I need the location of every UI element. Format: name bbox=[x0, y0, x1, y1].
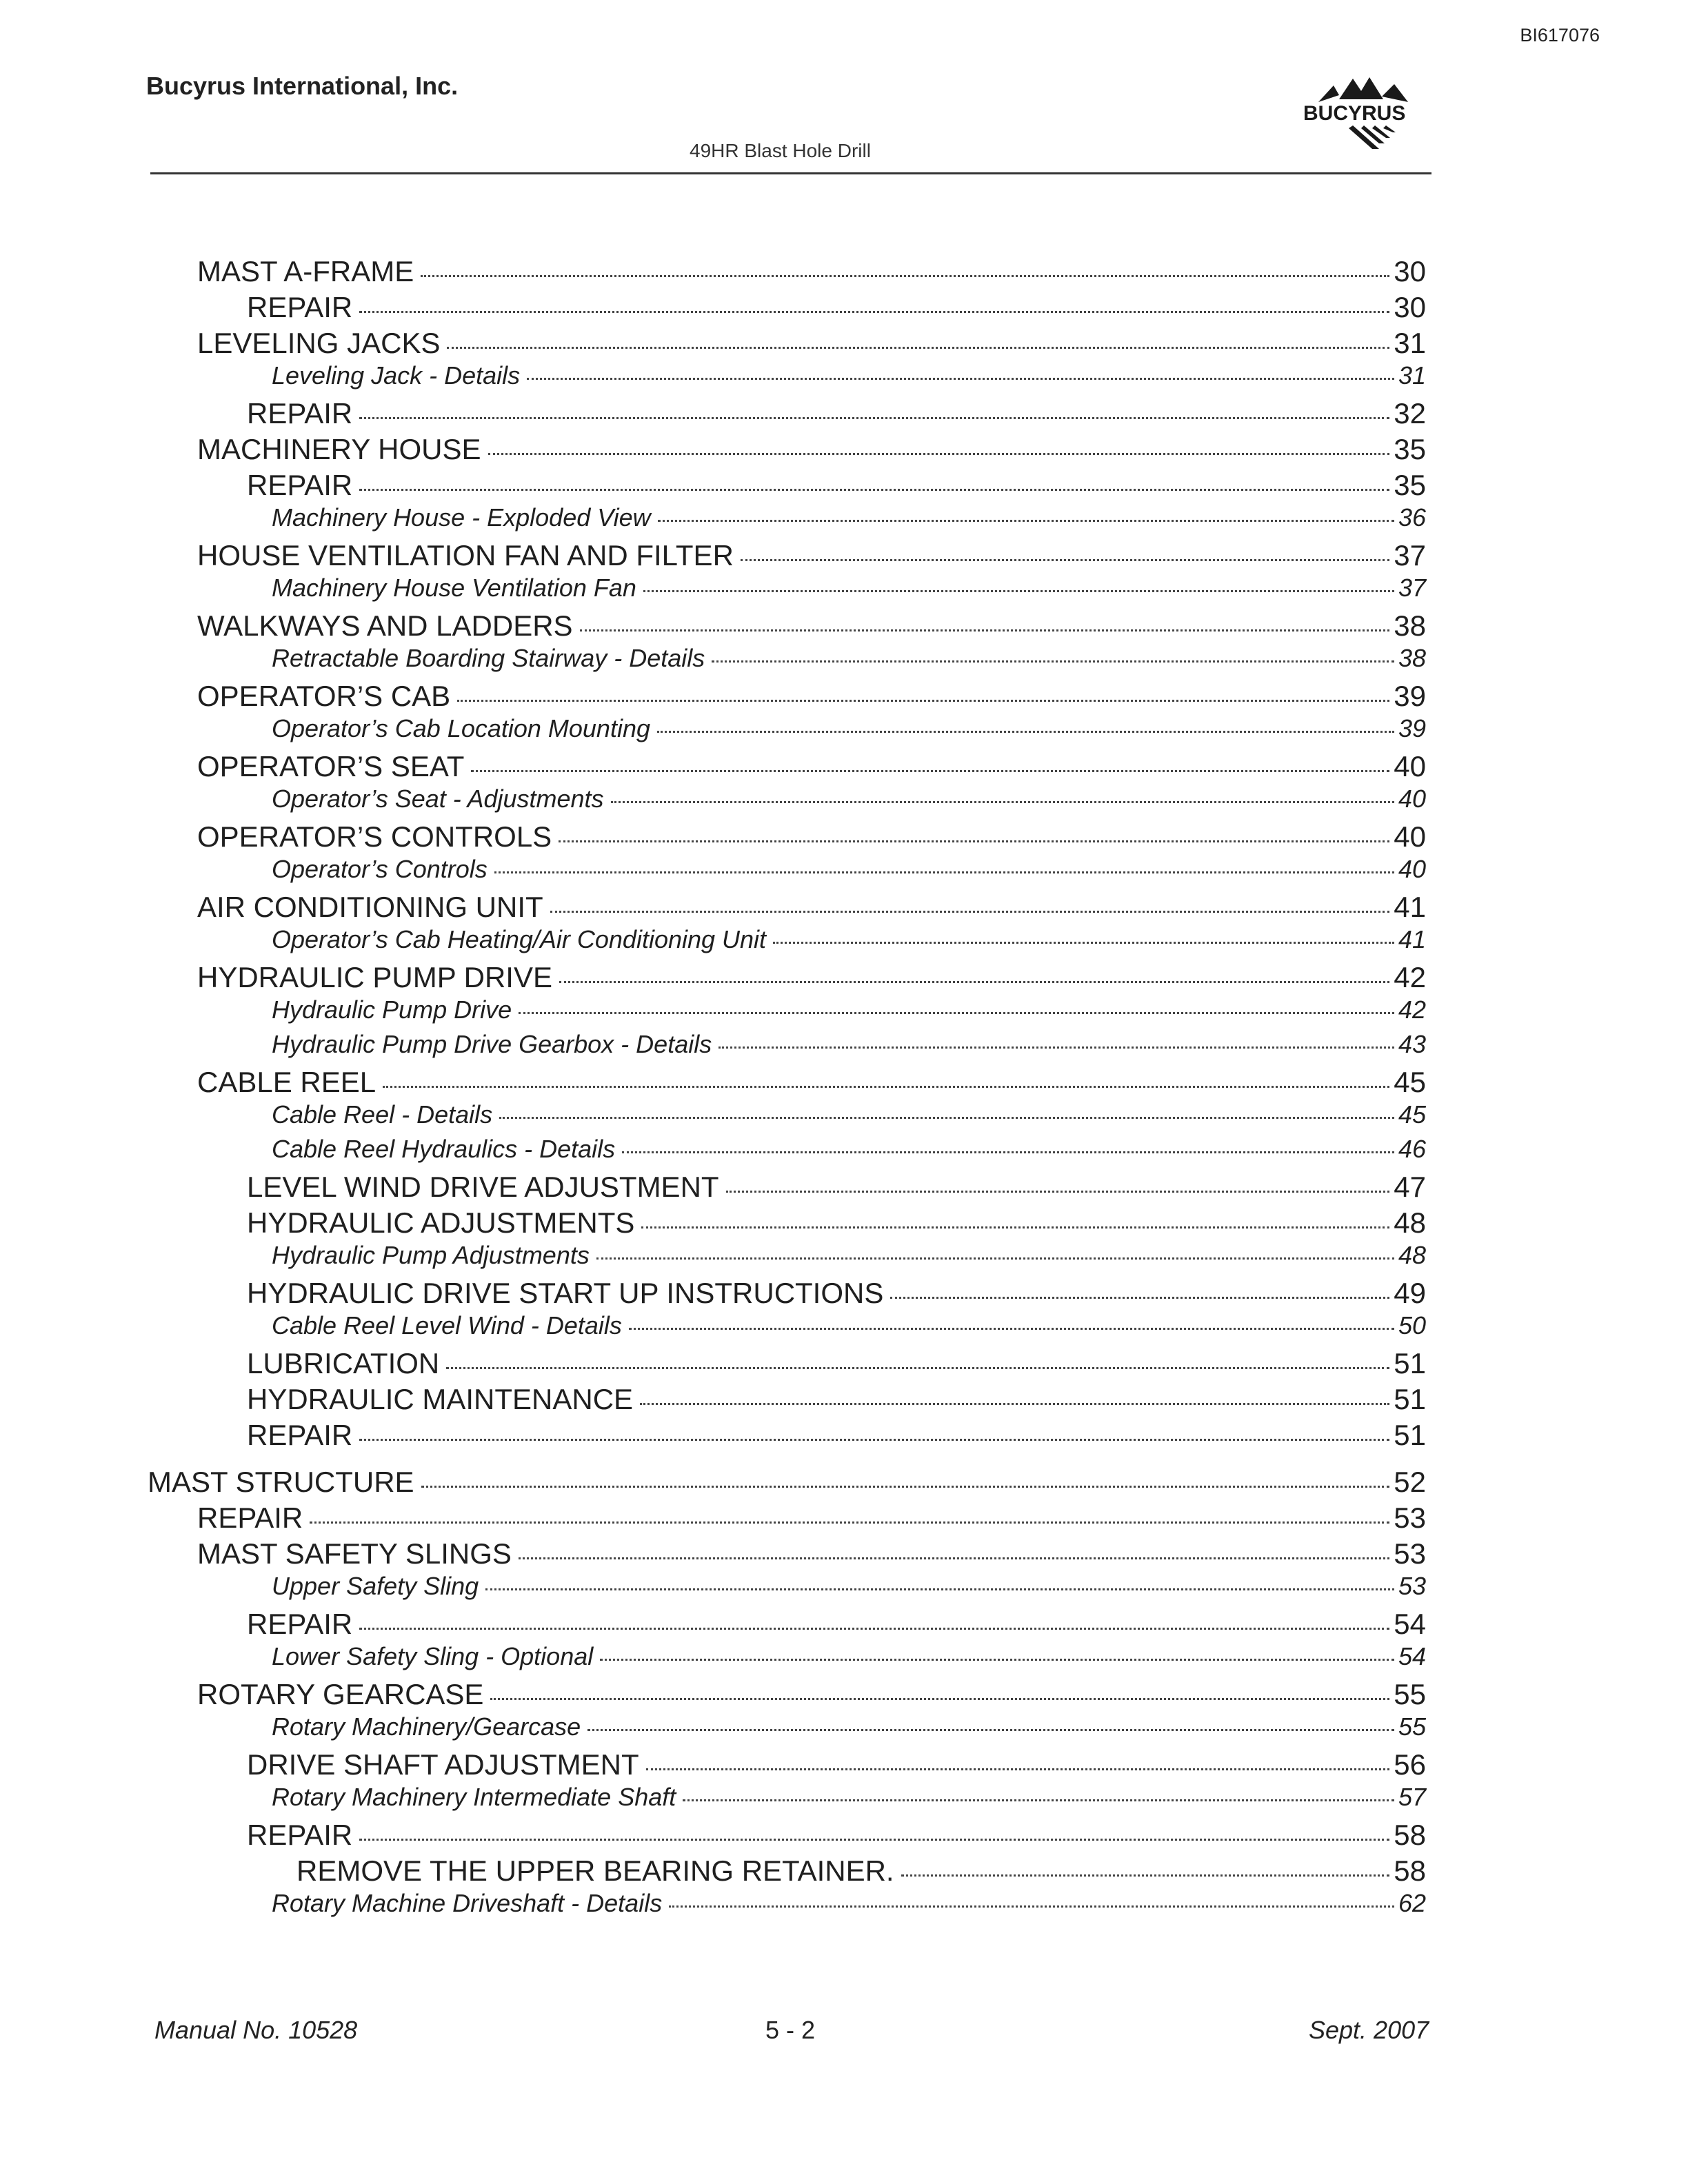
toc-section-entry[interactable] bbox=[247, 1347, 1426, 1380]
toc-entry-title: LEVEL WIND DRIVE ADJUSTMENT bbox=[247, 1171, 719, 1203]
toc-entry-page: 58 bbox=[1394, 1819, 1426, 1851]
toc-section-entry[interactable] bbox=[297, 1854, 1426, 1888]
toc-entry-title: Leveling Jack - Details bbox=[272, 361, 521, 390]
toc-entry-title: REPAIR bbox=[247, 291, 353, 323]
manual-number: Manual No. 10528 bbox=[154, 2016, 358, 2044]
toc-entry-title: OPERATOR’S CAB bbox=[197, 680, 451, 712]
toc-section-entry[interactable] bbox=[197, 255, 1426, 288]
toc-figure-entry[interactable] bbox=[272, 1311, 1426, 1340]
toc-entry-page: 51 bbox=[1394, 1347, 1426, 1379]
toc-section-entry[interactable] bbox=[247, 1383, 1426, 1416]
dot-leader bbox=[646, 1768, 1390, 1770]
toc-figure-entry[interactable] bbox=[272, 1712, 1426, 1741]
toc-entry-title: REPAIR bbox=[247, 469, 353, 501]
toc-section-entry[interactable] bbox=[197, 891, 1426, 924]
toc-entry-page: 53 bbox=[1398, 1572, 1426, 1600]
toc-entry-title: Operator’s Cab Heating/Air Conditioning Unit bbox=[272, 925, 767, 953]
toc-figure-entry[interactable] bbox=[272, 644, 1426, 673]
dot-leader bbox=[457, 700, 1389, 702]
dot-leader bbox=[550, 911, 1390, 913]
toc-entry-page: 49 bbox=[1394, 1277, 1426, 1309]
dot-leader bbox=[359, 417, 1389, 419]
dot-leader bbox=[421, 1486, 1390, 1488]
toc-entry-title: HOUSE VENTILATION FAN AND FILTER bbox=[197, 539, 734, 572]
toc-section-entry[interactable] bbox=[148, 1466, 1426, 1499]
toc-entry-title: CABLE REEL bbox=[197, 1066, 376, 1098]
toc-entry-page: 50 bbox=[1398, 1311, 1426, 1339]
dot-leader bbox=[641, 1226, 1389, 1228]
dot-leader bbox=[611, 801, 1394, 803]
dot-leader bbox=[359, 489, 1389, 491]
toc-entry-title: MACHINERY HOUSE bbox=[197, 433, 481, 465]
toc-section-entry[interactable] bbox=[247, 1277, 1426, 1310]
toc-entry-page: 45 bbox=[1394, 1066, 1426, 1098]
dot-leader bbox=[499, 1117, 1394, 1119]
toc-figure-entry[interactable] bbox=[272, 995, 1426, 1024]
toc-entry-title: OPERATOR’S SEAT bbox=[197, 750, 465, 782]
toc-entry-page: 31 bbox=[1398, 361, 1426, 390]
toc-entry-page: 58 bbox=[1394, 1854, 1426, 1887]
dot-leader bbox=[421, 275, 1389, 277]
dot-leader bbox=[622, 1151, 1394, 1153]
toc-entry-title: HYDRAULIC PUMP DRIVE bbox=[197, 961, 552, 993]
dot-leader bbox=[519, 1557, 1389, 1559]
toc-entry-page: 46 bbox=[1398, 1135, 1426, 1163]
toc-entry-title: REPAIR bbox=[247, 397, 353, 429]
toc-section-entry[interactable] bbox=[197, 680, 1426, 713]
toc-entry-page: 37 bbox=[1398, 574, 1426, 602]
toc-entry-title: Machinery House Ventilation Fan bbox=[272, 574, 636, 602]
toc-entry-page: 54 bbox=[1394, 1608, 1426, 1640]
toc-entry-page: 53 bbox=[1394, 1502, 1426, 1534]
toc-entry-page: 51 bbox=[1394, 1419, 1426, 1451]
toc-entry-title: REPAIR bbox=[247, 1419, 353, 1451]
toc-entry-page: 39 bbox=[1394, 680, 1426, 712]
toc-section-entry[interactable] bbox=[197, 750, 1426, 783]
toc-entry-page: 42 bbox=[1398, 995, 1426, 1024]
toc-entry-title: LEVELING JACKS bbox=[197, 327, 441, 359]
dot-leader bbox=[383, 1086, 1389, 1088]
table-of-contents bbox=[0, 255, 1688, 1923]
toc-section-entry[interactable] bbox=[197, 1678, 1426, 1711]
toc-entry-page: 55 bbox=[1394, 1678, 1426, 1710]
dot-leader bbox=[359, 1628, 1389, 1630]
publication-date: Sept. 2007 bbox=[1309, 2016, 1429, 2044]
toc-entry-title: DRIVE SHAFT ADJUSTMENT bbox=[247, 1748, 639, 1781]
dot-leader bbox=[310, 1521, 1389, 1524]
toc-figure-entry[interactable] bbox=[272, 1241, 1426, 1270]
toc-section-entry[interactable] bbox=[247, 1419, 1426, 1452]
toc-entry-title: MAST SAFETY SLINGS bbox=[197, 1537, 512, 1570]
toc-entry-page: 41 bbox=[1398, 925, 1426, 953]
toc-section-entry[interactable] bbox=[197, 1066, 1426, 1099]
dot-leader bbox=[527, 378, 1394, 380]
toc-section-entry[interactable] bbox=[197, 327, 1426, 360]
toc-section-entry[interactable] bbox=[247, 1748, 1426, 1781]
document-id: BI617076 bbox=[1520, 25, 1600, 46]
toc-section-entry[interactable] bbox=[247, 1206, 1426, 1240]
toc-section-entry[interactable] bbox=[247, 469, 1426, 502]
dot-leader bbox=[643, 590, 1394, 592]
toc-entry-title: Operator’s Controls bbox=[272, 855, 488, 883]
toc-figure-entry[interactable] bbox=[272, 503, 1426, 532]
toc-entry-page: 52 bbox=[1394, 1466, 1426, 1498]
toc-entry-title: MAST STRUCTURE bbox=[148, 1466, 414, 1498]
toc-section-entry[interactable] bbox=[247, 1171, 1426, 1204]
toc-entry-page: 51 bbox=[1394, 1383, 1426, 1415]
toc-figure-entry[interactable] bbox=[272, 1100, 1426, 1129]
toc-entry-title: Machinery House - Exploded View bbox=[272, 503, 651, 532]
page-number: 5 - 2 bbox=[765, 2016, 816, 2044]
dot-leader bbox=[773, 942, 1394, 944]
toc-entry-page: 36 bbox=[1398, 503, 1426, 532]
model-title: 49HR Blast Hole Drill bbox=[690, 140, 871, 161]
toc-entry-page: 35 bbox=[1394, 433, 1426, 465]
toc-figure-entry[interactable] bbox=[272, 574, 1426, 603]
company-name: Bucyrus International, Inc. bbox=[146, 72, 459, 100]
toc-entry-title: HYDRAULIC DRIVE START UP INSTRUCTIONS bbox=[247, 1277, 884, 1309]
toc-entry-title: REPAIR bbox=[247, 1819, 353, 1851]
dot-leader bbox=[629, 1328, 1394, 1330]
toc-figure-entry[interactable] bbox=[272, 1572, 1426, 1601]
toc-entry-title: Hydraulic Pump Drive bbox=[272, 995, 512, 1024]
toc-section-entry[interactable] bbox=[197, 433, 1426, 466]
dot-leader bbox=[658, 520, 1394, 522]
toc-entry-title: Rotary Machine Driveshaft - Details bbox=[272, 1889, 663, 1917]
toc-section-entry[interactable] bbox=[247, 291, 1426, 324]
toc-entry-page: 42 bbox=[1394, 961, 1426, 993]
dot-leader bbox=[890, 1297, 1389, 1299]
toc-entry-title: Upper Safety Sling bbox=[272, 1572, 479, 1600]
toc-entry-title: Cable Reel Level Wind - Details bbox=[272, 1311, 622, 1339]
toc-entry-title: REPAIR bbox=[247, 1608, 353, 1640]
toc-entry-page: 40 bbox=[1394, 750, 1426, 782]
toc-entry-title: HYDRAULIC MAINTENANCE bbox=[247, 1383, 634, 1415]
toc-entry-title: Lower Safety Sling - Optional bbox=[272, 1642, 594, 1670]
toc-entry-page: 56 bbox=[1394, 1748, 1426, 1781]
header-divider bbox=[150, 172, 1431, 174]
toc-entry-title: ROTARY GEARCASE bbox=[197, 1678, 484, 1710]
toc-section-entry[interactable] bbox=[197, 1502, 1426, 1535]
dot-leader bbox=[359, 1439, 1389, 1441]
toc-entry-title: Cable Reel Hydraulics - Details bbox=[272, 1135, 616, 1163]
bucyrus-logo-icon bbox=[1298, 72, 1429, 154]
toc-figure-entry[interactable] bbox=[272, 361, 1426, 390]
toc-entry-page: 48 bbox=[1398, 1241, 1426, 1269]
toc-entry-title: Operator’s Seat - Adjustments bbox=[272, 785, 604, 813]
dot-leader bbox=[485, 1588, 1394, 1590]
dot-leader bbox=[741, 559, 1389, 561]
toc-entry-page: 47 bbox=[1394, 1171, 1426, 1203]
dot-leader bbox=[901, 1874, 1390, 1877]
toc-entry-page: 55 bbox=[1398, 1712, 1426, 1741]
dot-leader bbox=[559, 840, 1389, 842]
toc-entry-page: 30 bbox=[1394, 255, 1426, 287]
toc-entry-page: 35 bbox=[1394, 469, 1426, 501]
toc-entry-page: 31 bbox=[1394, 327, 1426, 359]
dot-leader bbox=[447, 347, 1389, 349]
toc-entry-page: 53 bbox=[1394, 1537, 1426, 1570]
dot-leader bbox=[559, 981, 1389, 983]
dot-leader bbox=[712, 660, 1394, 663]
toc-entry-title: WALKWAYS AND LADDERS bbox=[197, 609, 573, 642]
toc-entry-page: 40 bbox=[1398, 855, 1426, 883]
toc-entry-page: 38 bbox=[1394, 609, 1426, 642]
toc-entry-title: AIR CONDITIONING UNIT bbox=[197, 891, 543, 923]
dot-leader bbox=[669, 1905, 1394, 1908]
toc-section-entry[interactable] bbox=[247, 1819, 1426, 1852]
dot-leader bbox=[359, 311, 1389, 313]
toc-entry-page: 45 bbox=[1398, 1100, 1426, 1129]
logo-wordmark: BUCYRUS bbox=[1303, 102, 1406, 125]
dot-leader bbox=[587, 1729, 1394, 1731]
toc-entry-page: 38 bbox=[1398, 644, 1426, 672]
toc-figure-entry[interactable] bbox=[272, 1642, 1426, 1671]
toc-entry-title: Operator’s Cab Location Mounting bbox=[272, 714, 650, 742]
toc-entry-page: 37 bbox=[1394, 539, 1426, 572]
toc-entry-title: Hydraulic Pump Adjustments bbox=[272, 1241, 590, 1269]
toc-entry-page: 32 bbox=[1394, 397, 1426, 429]
toc-entry-page: 43 bbox=[1398, 1030, 1426, 1058]
toc-entry-title: Rotary Machinery/Gearcase bbox=[272, 1712, 581, 1741]
toc-figure-entry[interactable] bbox=[272, 1030, 1426, 1059]
toc-entry-page: 48 bbox=[1394, 1206, 1426, 1239]
toc-figure-entry[interactable] bbox=[272, 1783, 1426, 1812]
dot-leader bbox=[640, 1403, 1389, 1405]
toc-section-entry[interactable] bbox=[197, 1537, 1426, 1570]
toc-entry-page: 30 bbox=[1394, 291, 1426, 323]
dot-leader bbox=[519, 1012, 1394, 1014]
dot-leader bbox=[488, 453, 1390, 455]
dot-leader bbox=[596, 1257, 1394, 1260]
toc-entry-title: REMOVE THE UPPER BEARING RETAINER. bbox=[297, 1854, 894, 1887]
dot-leader bbox=[494, 871, 1394, 873]
dot-leader bbox=[726, 1191, 1390, 1193]
toc-figure-entry[interactable] bbox=[272, 1889, 1426, 1918]
toc-entry-page: 54 bbox=[1398, 1642, 1426, 1670]
toc-figure-entry[interactable] bbox=[272, 785, 1426, 813]
dot-leader bbox=[600, 1659, 1394, 1661]
toc-entry-title: MAST A-FRAME bbox=[197, 255, 414, 287]
dot-leader bbox=[657, 731, 1394, 733]
dot-leader bbox=[580, 629, 1390, 631]
dot-leader bbox=[359, 1839, 1389, 1841]
toc-figure-entry[interactable] bbox=[272, 714, 1426, 743]
toc-entry-title: OPERATOR’S CONTROLS bbox=[197, 820, 552, 853]
toc-figure-entry[interactable] bbox=[272, 1135, 1426, 1164]
toc-entry-title: Rotary Machinery Intermediate Shaft bbox=[272, 1783, 676, 1811]
dot-leader bbox=[719, 1046, 1394, 1049]
toc-section-entry[interactable] bbox=[247, 1608, 1426, 1641]
toc-entry-title: LUBRICATION bbox=[247, 1347, 440, 1379]
toc-section-entry[interactable] bbox=[197, 820, 1426, 853]
toc-figure-entry[interactable] bbox=[272, 855, 1426, 884]
toc-section-entry[interactable] bbox=[197, 539, 1426, 572]
toc-entry-page: 40 bbox=[1398, 785, 1426, 813]
toc-figure-entry[interactable] bbox=[272, 925, 1426, 954]
dot-leader bbox=[490, 1698, 1389, 1700]
toc-entry-title: Cable Reel - Details bbox=[272, 1100, 493, 1129]
toc-section-entry[interactable] bbox=[247, 397, 1426, 430]
toc-entry-page: 39 bbox=[1398, 714, 1426, 742]
dot-leader bbox=[683, 1799, 1394, 1801]
toc-section-entry[interactable] bbox=[197, 961, 1426, 994]
dot-leader bbox=[471, 770, 1389, 772]
toc-entry-title: Hydraulic Pump Drive Gearbox - Details bbox=[272, 1030, 712, 1058]
dot-leader bbox=[446, 1367, 1389, 1369]
toc-entry-page: 40 bbox=[1394, 820, 1426, 853]
toc-section-entry[interactable] bbox=[197, 609, 1426, 643]
toc-entry-page: 57 bbox=[1398, 1783, 1426, 1811]
toc-entry-page: 62 bbox=[1398, 1889, 1426, 1917]
toc-entry-page: 41 bbox=[1394, 891, 1426, 923]
toc-entry-title: Retractable Boarding Stairway - Details bbox=[272, 644, 705, 672]
toc-entry-title: REPAIR bbox=[197, 1502, 303, 1534]
toc-entry-title: HYDRAULIC ADJUSTMENTS bbox=[247, 1206, 635, 1239]
